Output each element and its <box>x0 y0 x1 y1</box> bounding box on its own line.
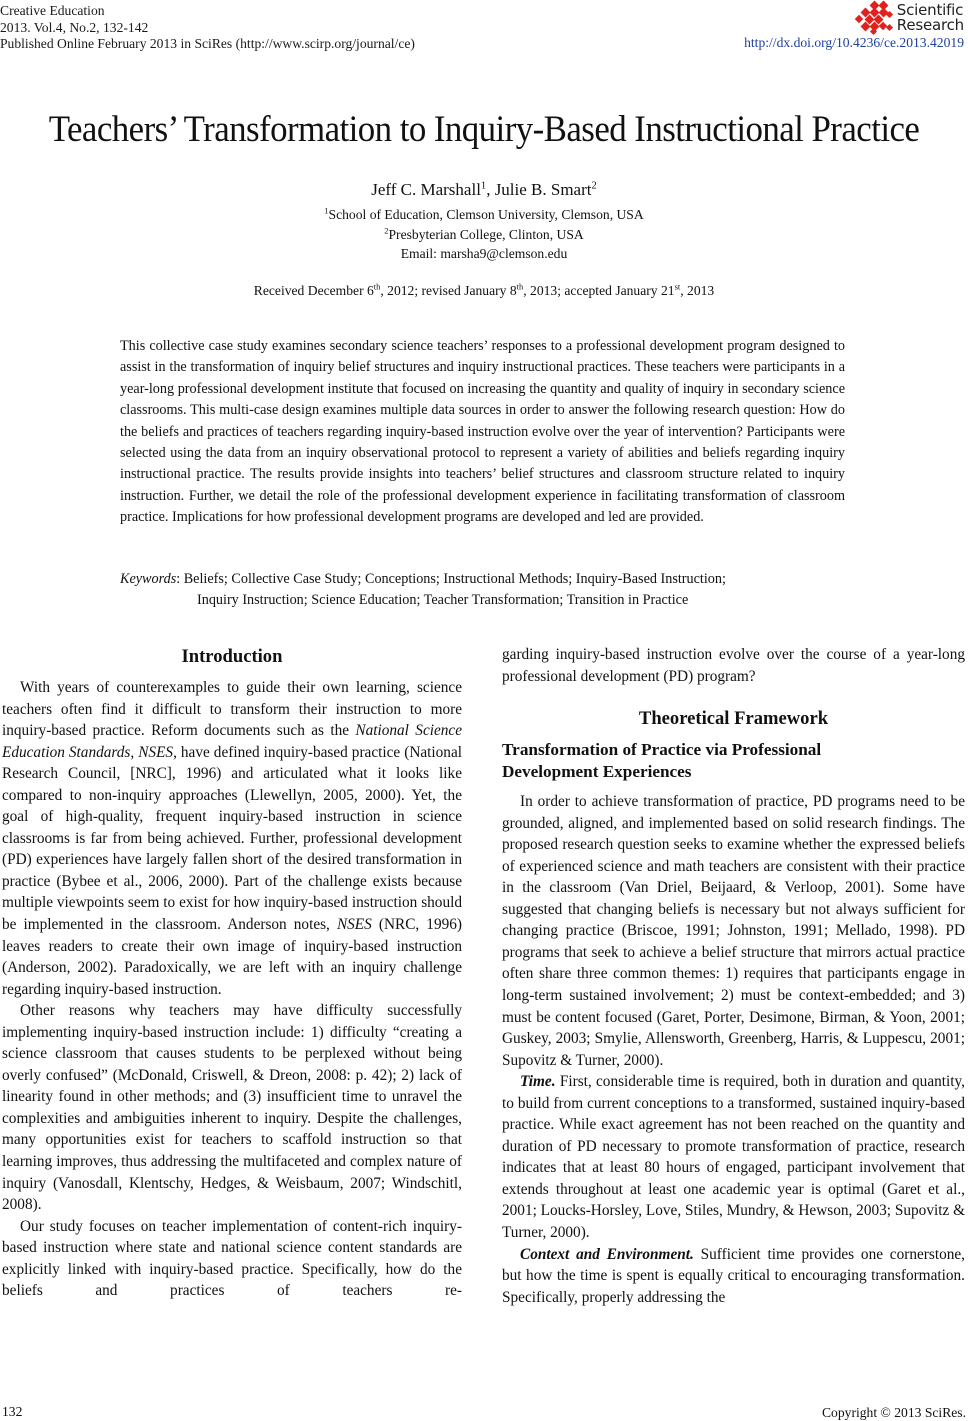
affiliation: $^2$Presbyterian College, Clinton, USA <box>384 225 584 242</box>
publication-info: Published Online February 2013 in SciRes (http://www.scirp.org/journal/ce) <box>0 36 415 51</box>
doi-link[interactable]: http://dx.doi.org/10.4236/ce.2013.42019 <box>744 35 964 50</box>
header-right <box>744 0 966 52</box>
page-number: 132 <box>2 1404 23 1419</box>
volume-info: 2013. Vol.4, No.2, 132-142 <box>0 19 149 35</box>
copyright-notice: Copyright © 2013 SciRes. <box>821 1405 966 1420</box>
scientific-research-diamond-logo-icon <box>856 1 894 35</box>
paragraph: Time. First, considerable time is required, both in duration and quantity, to build from current conceptions to a transformed, sustained inquiry-based practice. While exact agreement has not been reached on the quantity and duration of PD necessary to promote transformation of practice, research indicates that at least 80 hours of engaged, participant involvement that extends throughout at least one academic year is optimal (Garet et al., 2001; Loucks-Horsley, Love, Stiles, Mundry, & Hewson, 2003; Supovitz & Turner, 2000). <box>502 1073 965 1242</box>
paragraph: Our study focuses on teacher implementation of content-rich inquiry-based instruction where state and national science content standards are explicitly linked with inquiry-based practice. Specifically, how do the beliefs and practices of teachers re- <box>2 1217 462 1300</box>
paragraph: Other reasons why teachers may have difficulty successfully implementing inquiry-based instruction include: 1) difficulty “creating a science classroom that causes students to be perplexed without being overly confused” (McDonald, Criswell, & Dreon, 2008: p. 42); 2) lack of linearity found in other methods; and (3) insufficient time to unravel the complexities and ambiguities inherent to inquiry. Despite the challenges, many opportunities exist for teachers to scaffold instruction so that learning improves, thus addressing the multifaceted and complex nature of inquiry (Vanosdall, Klentschy, Hedges, & Weisbaum, 2007; Windschitl, 2008). <box>2 1002 462 1214</box>
affiliation: $^1$School of Education, Clemson University, Clemson, USA <box>324 205 644 222</box>
paragraph: In order to achieve transformation of practice, PD programs need to be grounded, aligned, and implemented based on solid research findings. The proposed research question seeks to examine whether the expressed beliefs of experienced science and math teachers are consistent with their practice in the classroom (Van Driel, Beijaard, & Verloop, 2001). Some have suggested that changing beliefs is necessary but not always sufficient for changing practice (Briscoe, 1991; Johnston, 1991; Mellado, 1998). PD programs that seek to achieve a belief structure that mirrors actual practice often share three common themes: 1) requires that participants engage in long-term sustained involvement; 2) must be context-embedded; and 3) must be content focused (Garet, Porter, Desimone, Birman, & Yoon, 2001; Guskey, 2003; Smylie, Allensworth, Greenberg, Harris, & Luppescu, 2001; Supovitz & Turner, 2000). <box>502 793 965 1069</box>
section-heading-theoretical-framework: Theoretical Framework <box>638 708 829 730</box>
article-title: Teachers’ Transformation to Inquiry-Based Instructional Practice <box>48 109 920 150</box>
publisher-logo <box>856 0 964 36</box>
author-email: Email: marsha9@clemson.edu <box>400 246 568 261</box>
keywords-label: Keywords <box>120 571 177 587</box>
author-name: Jeff C. Marshall <box>371 180 481 199</box>
author-name: Julie B. Smart <box>494 180 592 199</box>
publisher-name: Scientific Research <box>896 1 964 34</box>
run-in-heading: Time. <box>520 1073 556 1091</box>
article-dates: Received December 6th, 2012; revised January 8th, 2013; accepted January 21st, 2013 <box>253 281 715 298</box>
run-in-heading: Context and Environment. <box>520 1245 694 1263</box>
paragraph: Context and Environment. Sufficient time provides one cornerstone, but how the time is spent is equally critical to encouraging transformation. Specifically, properly addressing the <box>502 1245 965 1306</box>
subsection-heading: Transformation of Practice via Professional Development Experiences <box>502 740 822 781</box>
author-list: Jeff C. Marshall$^1$, Julie B. Smart$^2$ <box>371 180 597 199</box>
body-left-column <box>2 645 462 1302</box>
running-header <box>0 3 415 53</box>
keywords: Keywords: Beliefs; Collective Case Study; Conceptions; Instructional Methods; Inquiry-Based Instruction; Inquiry Instruction; Science Education; Teacher Transformation; Transition in Practice <box>120 571 726 609</box>
paragraph: With years of counterexamples to guide their own learning, science teachers often find it difficult to transform their instruction to more inquiry-based practice. Reform documents such as the National Science Education Standards, NSES, have defined inquiry-based practice (National Research Council, [NRC], 1996) and articulated what it looks like compared to non-inquiry approaches (Llewellyn, 2005, 2000). Yet, the goal of high-quality, frequent inquiry-based instruction in science classrooms is far from being achieved. Further, professional development (PD) experiences have largely fallen short of the desired transformation in practice (Bybee et al., 2006, 2000). Part of the challenge exists because multiple viewpoints seem to exist for how inquiry-based instruction should be implemented in the classroom. Anderson notes, NSES (NRC, 1996) leaves readers to create their own image of inquiry-based instruction (Anderson, 2002). Paradoxically, we are left with an inquiry challenge regarding inquiry-based instruction. <box>2 679 463 998</box>
paragraph-continued: garding inquiry-based instruction evolve over the course of a year-long professional development (PD) program? <box>502 646 965 685</box>
section-heading-introduction: Introduction <box>181 646 283 667</box>
body-right-column <box>502 644 965 1308</box>
journal-name: Creative Education <box>0 3 105 18</box>
abstract: This collective case study examines secondary science teachers’ responses to a professional development program designed to assist in the transformation of inquiry belief structures and inquiry instructional practices. These teachers were participants in a year-long professional development institute that focused on increasing the quantity and quality of inquiry in secondary science classrooms. This multi-case design examines multiple data sources in order to answer the following research question: How do the beliefs and practices of teachers regarding inquiry-based instruction evolve over the year of intervention? Participants were selected using the data from an inquiry observational protocol to represent a variety of abilities and beliefs regarding inquiry instructional practice. The results provide insights into teachers’ belief structures and classroom structure related to inquiry instruction. Further, we detail the role of the professional development experience in facilitating transformation of classroom practice. Implications for how professional development programs are developed and led are provided. <box>120 338 845 526</box>
